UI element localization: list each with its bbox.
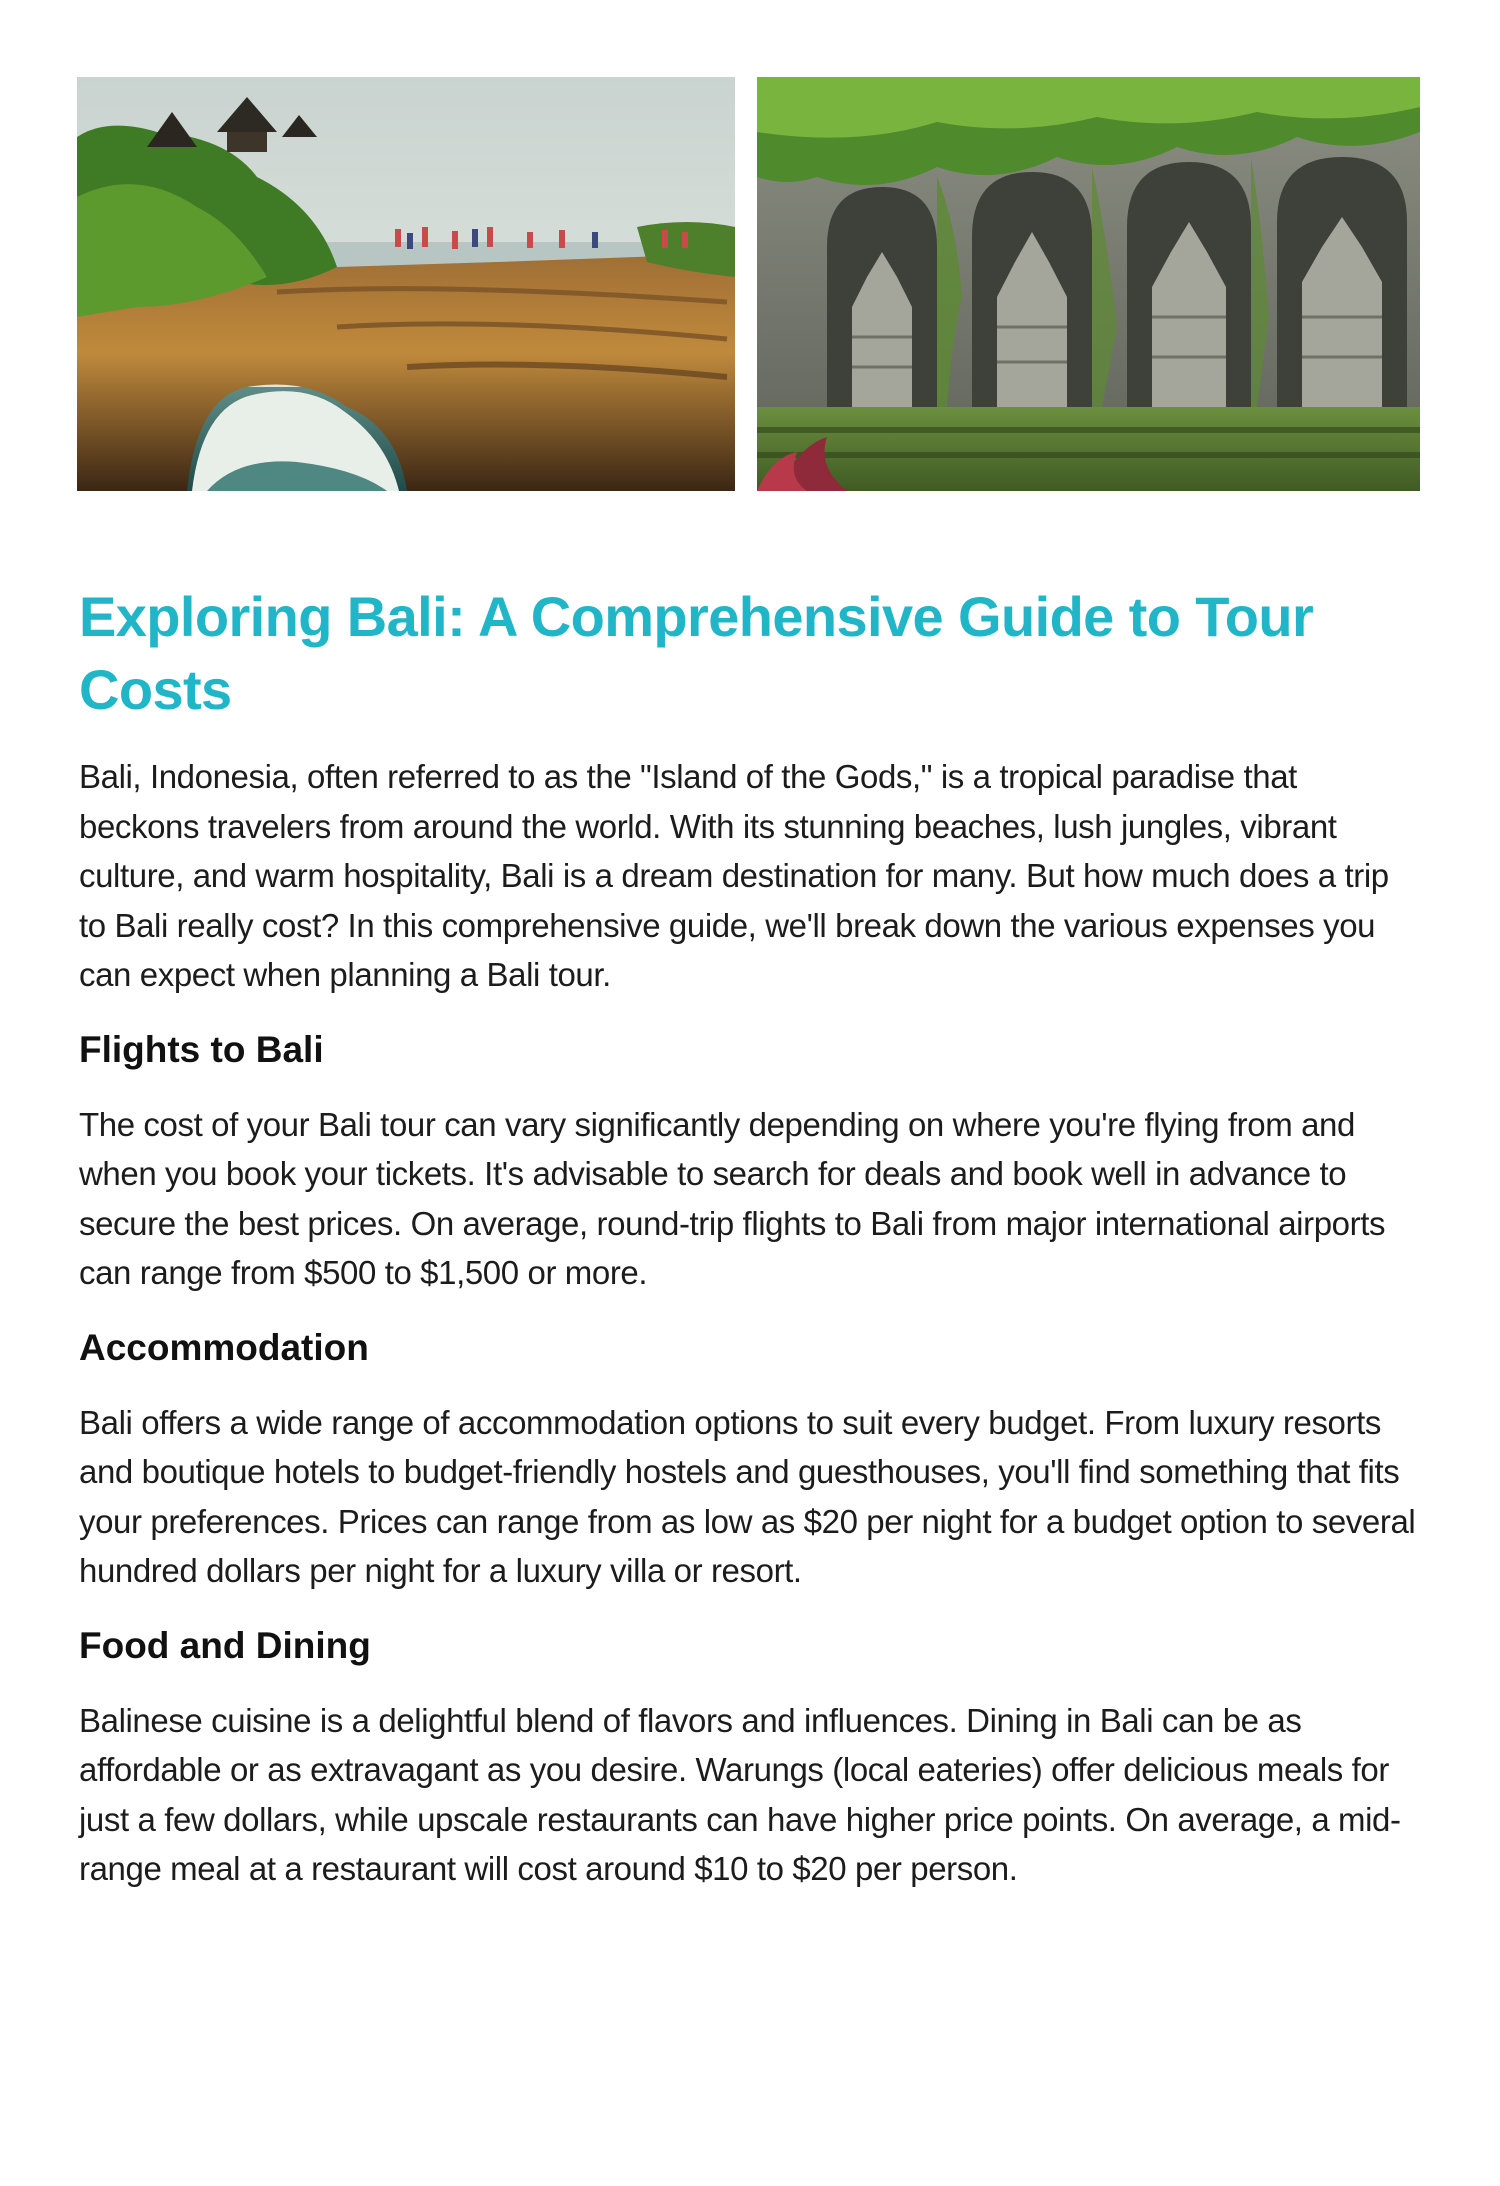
section-body-flights: The cost of your Bali tour can vary significantly depending on where you're flying from and when you book your tickets. It's advisable to search for deals and book well in advance to secure the best prices. On average, round-trip flights to Bali from major international airports can range from $500 to $1,500 or more. bbox=[79, 1105, 1386, 1291]
tanah-lot-rock-arch-photo bbox=[77, 77, 735, 491]
gunung-kawi-temple-photo bbox=[757, 77, 1420, 491]
page-title: Exploring Bali: A Comprehensive Guide to Tour Costs bbox=[79, 585, 1314, 721]
section-body-food: Balinese cuisine is a delightful blend of flavors and influences. Dining in Bali can be as affordable or as extravagant as you desire. Warungs (local eateries) offer delicious meals for just a few dollars, while upscale restaurants can have higher price points. On average, a mid-range meal at a restaurant will cost around $10 to $20 per person. bbox=[79, 1701, 1401, 1887]
article bbox=[79, 580, 1424, 1920]
section-body-accommodation: Bali offers a wide range of accommodation options to suit every budget. From luxury resorts and boutique hotels to budget-friendly hostels and guesthouses, you'll find something that fits your preferences. Prices can range from as low as $20 per night for a budget option to several hundred dollars per night for a luxury villa or resort. bbox=[79, 1403, 1416, 1589]
section-heading-flights: Flights to Bali bbox=[79, 1028, 324, 1070]
hero-images bbox=[77, 77, 1420, 491]
section-heading-food: Food and Dining bbox=[79, 1624, 371, 1666]
intro-paragraph: Bali, Indonesia, often referred to as the "Island of the Gods," is a tropical paradise that beckons travelers from around the world. With its stunning beaches, lush jungles, vibrant culture, and warm hospitality, Bali is a dream destination for many. But how much does a trip to Bali really cost? In this comprehensive guide, we'll break down the various expenses you can expect when planning a Bali tour. bbox=[79, 758, 1389, 993]
section-heading-accommodation: Accommodation bbox=[79, 1326, 369, 1368]
